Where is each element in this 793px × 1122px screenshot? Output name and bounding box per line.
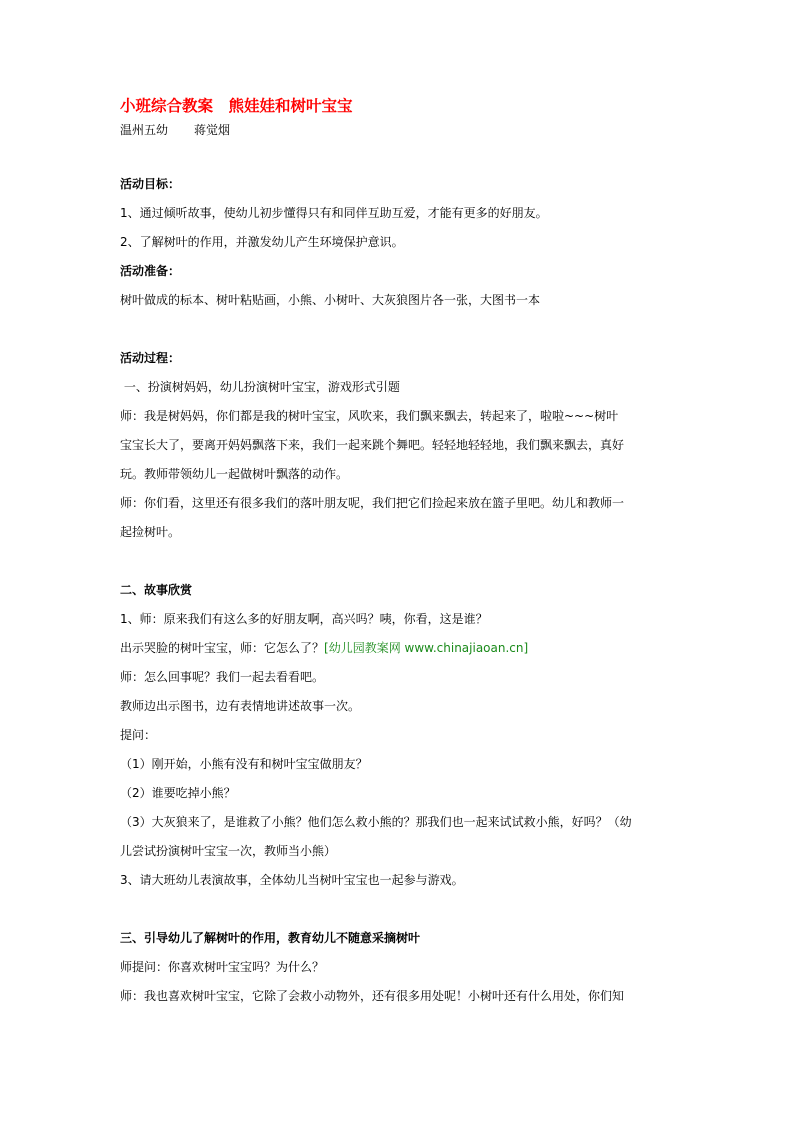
- paragraph-line: 师：你们看，这里还有很多我们的落叶朋友呢，我们把它们捡起来放在篮子里吧。幼儿和教师一: [120, 496, 625, 510]
- prep-item: 树叶做成的标本、树叶粘贴画，小熊、小树叶、大灰狼图片各一张，大图书一本: [120, 293, 541, 307]
- paragraph-line: 师提问：你喜欢树叶宝宝吗？为什么？: [120, 960, 325, 974]
- step2-title: 二、故事欣赏: [120, 583, 193, 597]
- author-name: 蒋觉烟: [194, 123, 231, 137]
- question-item: （2）谁要吃掉小熊？: [120, 786, 236, 800]
- paragraph-line: 3、请大班幼儿表演故事，全体幼儿当树叶宝宝也一起参与游戏。: [120, 873, 464, 887]
- paragraph-line: 师：怎么回事呢？我们一起去看看吧。: [120, 670, 325, 684]
- step1-title: 一、扮演树妈妈，幼儿扮演树叶宝宝，游戏形式引题: [120, 380, 400, 394]
- question-item: （1）刚开始，小熊有没有和树叶宝宝做朋友？: [120, 757, 368, 771]
- prep-heading: 活动准备：: [120, 264, 181, 278]
- paragraph-line: 1、师：原来我们有这么多的好朋友啊，高兴吗？咦，你看，这是谁？: [120, 612, 488, 626]
- spacer: [120, 141, 680, 170]
- paragraph-line: 儿尝试扮演树叶宝宝一次，教师当小熊）: [120, 844, 337, 858]
- step3-title: 三、引导幼儿了解树叶的作用，教育幼儿不随意采摘树叶: [120, 931, 421, 945]
- paragraph-line: 玩。教师带领幼儿一起做树叶飘落的动作。: [120, 467, 349, 481]
- spacer: [120, 547, 680, 576]
- goal-item-1: 1、通过倾听故事，使幼儿初步懂得只有和同伴互助互爱，才能有更多的好朋友。: [120, 206, 548, 220]
- question-item: （3）大灰狼来了，是谁救了小熊？他们怎么救小熊的？那我们也一起来试试救小熊，好吗？（幼: [120, 815, 632, 829]
- paragraph-line: 师：我也喜欢树叶宝宝，它除了会救小动物外，还有很多用处呢！小树叶还有什么用处，你们知: [120, 989, 625, 1003]
- spacer: [120, 315, 680, 344]
- paragraph-line: 起捡树叶。: [120, 525, 181, 539]
- spacer: [120, 895, 680, 924]
- paragraph-line: 教师边出示图书，边有表情地讲述故事一次。: [120, 699, 361, 713]
- goals-heading: 活动目标：: [120, 177, 181, 191]
- paragraph-line: 提问：: [120, 728, 157, 742]
- goal-item-2: 2、了解树叶的作用，并激发幼儿产生环境保护意识。: [120, 235, 404, 249]
- page-title: 小班综合教案 熊娃娃和树叶宝宝: [120, 96, 353, 115]
- paragraph-line: 师：我是树妈妈，你们都是我的树叶宝宝，风吹来，我们飘来飘去，转起来了，啦啦~~~树叶: [120, 409, 619, 423]
- paragraph-text: 出示哭脸的树叶宝宝，师：它怎么了？: [120, 641, 325, 655]
- process-heading: 活动过程：: [120, 351, 181, 365]
- author-line: [120, 119, 680, 141]
- document-body: [120, 93, 680, 1011]
- paragraph-line: [120, 634, 680, 663]
- source-link[interactable]: [幼儿园教案网 www.chinajiaoan.cn]: [324, 641, 529, 655]
- author-school: 温州五幼: [120, 123, 169, 137]
- paragraph-line: 宝宝长大了，要离开妈妈飘落下来，我们一起来跳个舞吧。轻轻地轻轻地，我们飘来飘去，真好: [120, 438, 625, 452]
